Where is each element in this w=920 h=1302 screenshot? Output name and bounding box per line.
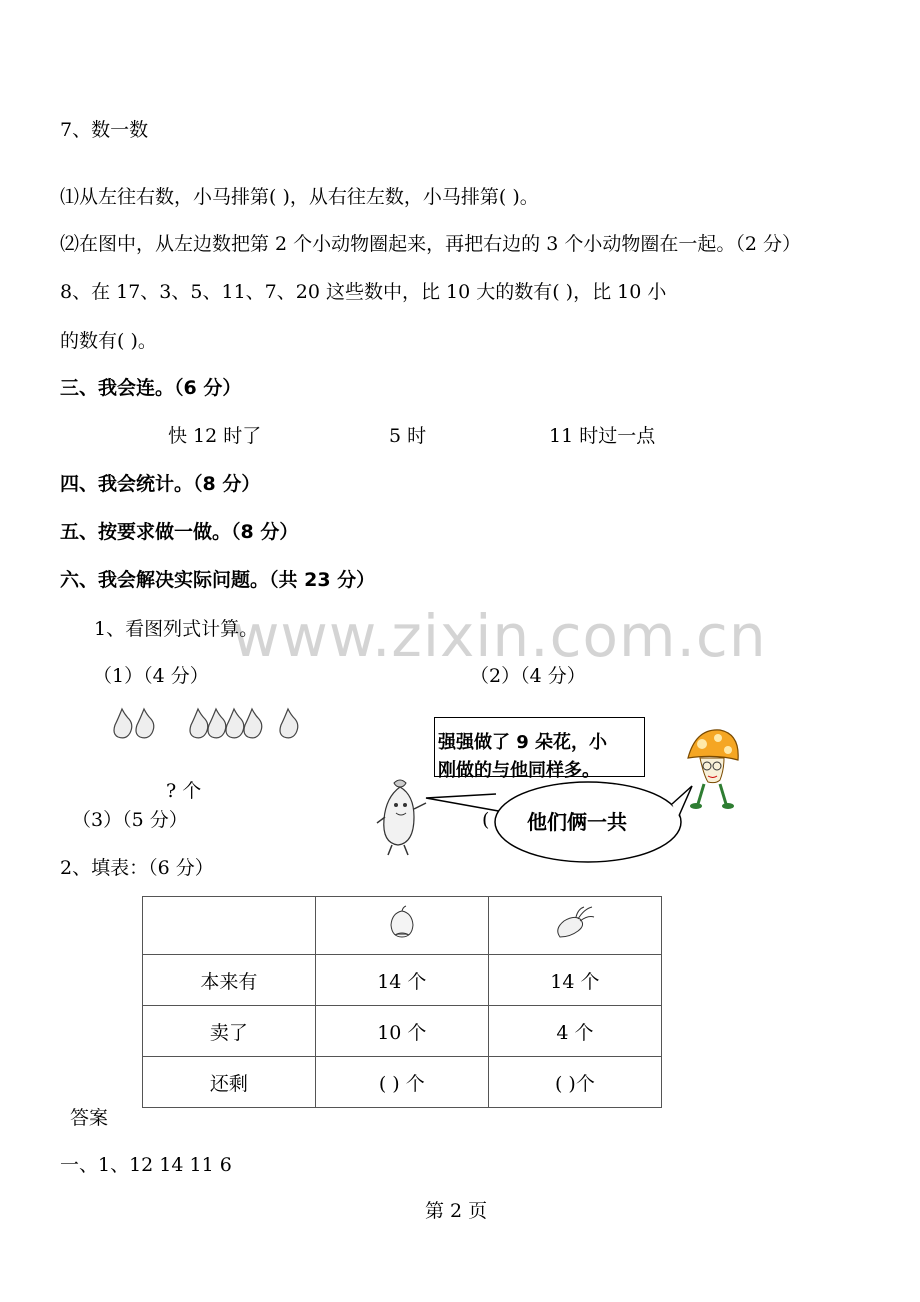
bubble-text: 他们俩一共 xyxy=(527,810,627,834)
connect-item-2: 5 时 xyxy=(389,425,427,447)
paren-open: ( xyxy=(482,809,490,831)
pear-icon xyxy=(114,709,298,738)
story-line-1: 强强做了 9 朵花，小 xyxy=(438,732,608,753)
q8-line1: 8、在 17、3、5、11、7、20 这些数中，比 10 大的数有( )，比 10 小 xyxy=(60,281,667,303)
table-cell: ( ) 个 xyxy=(315,1057,488,1108)
table-cell: 14 个 xyxy=(488,955,661,1006)
table-title: 2、填表：（6 分） xyxy=(60,857,214,879)
q8-line2: 的数有( )。 xyxy=(60,330,157,352)
row-label: 本来有 xyxy=(143,955,316,1006)
connect-item-1: 快 12 时了 xyxy=(168,425,262,447)
part-3-label: （3）（5 分） xyxy=(72,809,188,831)
peach-icon xyxy=(387,905,417,941)
sub-question-1: 1、看图列式计算。 xyxy=(94,618,259,640)
q7-part2: ⑵在图中，从左边数把第 2 个小动物圈起来，再把右边的 3 个小动物圈在一起。（2 分） xyxy=(60,233,801,255)
table-header-radish xyxy=(488,897,661,955)
table-header-peach xyxy=(315,897,488,955)
eggplant-character-icon xyxy=(372,775,432,860)
section-5-title: 五、按要求做一做。（8 分） xyxy=(60,521,299,543)
page-number: 第 2 页 xyxy=(425,1200,488,1222)
question-count: ? 个 xyxy=(166,780,202,802)
section-3-title: 三、我会连。（6 分） xyxy=(60,377,242,399)
fill-table xyxy=(142,896,662,1108)
row-label: 卖了 xyxy=(143,1006,316,1057)
q7-title: 7、数一数 xyxy=(60,119,149,141)
pears-illustration xyxy=(110,703,310,743)
connect-item-3: 11 时过一点 xyxy=(549,425,656,447)
table-cell: 14 个 xyxy=(315,955,488,1006)
section-6-title: 六、我会解决实际问题。（共 23 分） xyxy=(60,569,376,591)
watermark: www.zixin.com.cn xyxy=(232,602,767,670)
table-header-row xyxy=(143,897,662,955)
part-2-label: （2）（4 分） xyxy=(470,665,586,687)
row-label: 还剩 xyxy=(143,1057,316,1108)
answers-line-1: 一、1、12 14 11 6 xyxy=(60,1154,232,1176)
part-1-label: （1）（4 分） xyxy=(93,665,209,687)
radish-icon xyxy=(552,905,598,941)
mushroom-character-icon xyxy=(682,728,742,813)
q7-part1: ⑴从左往右数，小马排第( )，从右往左数，小马排第( )。 xyxy=(60,186,539,208)
table-row xyxy=(143,1057,662,1108)
table-cell: 4 个 xyxy=(488,1006,661,1057)
answers-title: 答案 xyxy=(70,1107,109,1129)
table-row xyxy=(143,1006,662,1057)
story-line-2: 刚做的与他同样多。 xyxy=(438,760,600,781)
section-4-title: 四、我会统计。（8 分） xyxy=(60,473,261,495)
table-corner-cell xyxy=(143,897,316,955)
table-cell: 10 个 xyxy=(315,1006,488,1057)
table-row xyxy=(143,955,662,1006)
table-cell: ( )个 xyxy=(488,1057,661,1108)
